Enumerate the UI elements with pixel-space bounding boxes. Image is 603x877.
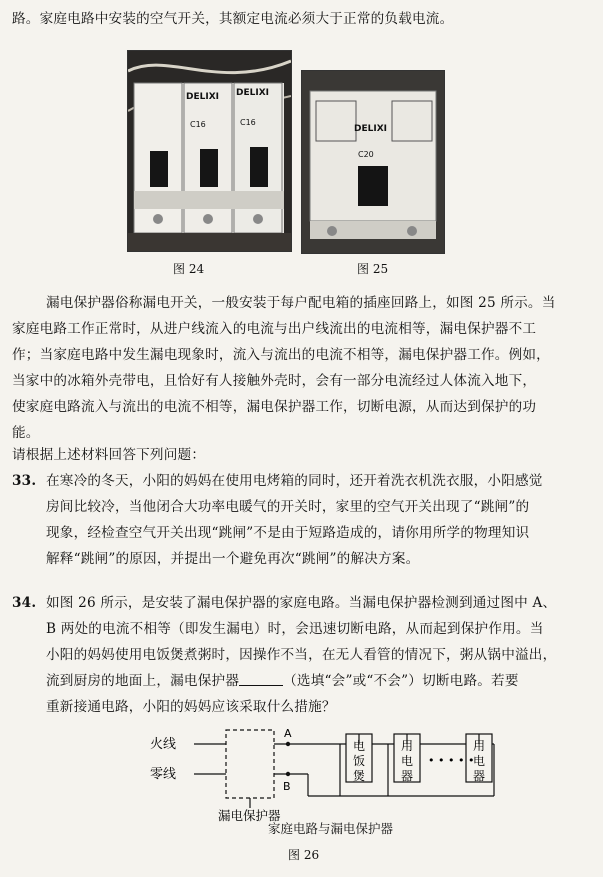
paragraph-line-5: 使家庭电路流入与流出的电流不相等，漏电保护器工作，切断电源，从而达到保护的功 <box>12 399 537 415</box>
q34-line-4 <box>46 668 519 694</box>
rice-cooker-char-1: 电 <box>353 739 366 753</box>
fig24-model-a: C16 <box>190 120 206 129</box>
live-wire-label: 火线 <box>150 737 177 752</box>
continuation-dots: • • • • • <box>428 754 475 767</box>
figure-24-caption: 图 24 <box>173 262 205 276</box>
leakage-protector-box <box>226 730 274 798</box>
paragraph-line-2: 家庭电路工作正常时，从进户线流入的电流与出户线流出的电流相等，漏电保护器不工 <box>12 321 537 337</box>
top-text: 路。家庭电路中安装的空气开关，其额定电流必须大于正常的负载电流。 <box>12 11 454 27</box>
appliance-1-char-1: 用 <box>401 739 414 753</box>
figure-26-caption: 图 26 <box>288 848 320 862</box>
paragraph-line-1: 漏电保护器俗称漏电开关，一般安装于每户配电箱的插座回路上，如图 25 所示。当 <box>46 295 556 311</box>
q34-line-3: 小阳的妈妈使用电饭煲煮粥时，因操作不当，在无人看管的情况下，粥从锅中溢出， <box>46 647 557 663</box>
figure-26-title: 家庭电路与漏电保护器 <box>268 821 394 836</box>
point-a-label: A <box>284 727 292 740</box>
protector-label: 漏电保护器 <box>218 808 281 823</box>
q33-line-4: 解释“跳闸”的原因，并提出一个避免再次“跳闸”的解决方案。 <box>46 551 420 567</box>
q33-line-1: 在寒冷的冬天，小阳的妈妈在使用电烤箱的同时，还开着洗衣机洗衣服，小阳感觉 <box>46 473 543 489</box>
rice-cooker-char-3: 煲 <box>353 769 366 783</box>
point-b-label: B <box>283 780 291 793</box>
appliance-1-char-2: 电 <box>401 754 414 768</box>
appliance-2-char-3: 器 <box>473 769 486 783</box>
figure-24-photo <box>127 50 292 252</box>
appliance-2-char-1: 用 <box>473 739 486 753</box>
q34-line-4-b: （选填“会”或“不会”）切断电路。若要 <box>283 673 519 689</box>
fig24-brand-a: DELIXI <box>186 92 219 102</box>
q34-line-5: 重新接通电路，小阳的妈妈应该采取什么措施？ <box>46 699 336 715</box>
instruction: 请根据上述材料回答下列问题： <box>12 447 206 463</box>
appliance-1-char-3: 器 <box>401 769 414 783</box>
paragraph-line-6: 能。 <box>12 425 40 441</box>
fig24-brand-b: DELIXI <box>236 88 269 98</box>
q33-line-2: 房间比较冷，当他闭合大功率电暖气的开关时，家里的空气开关出现了“跳闸”的 <box>46 499 530 515</box>
figure-25-caption: 图 25 <box>357 262 389 276</box>
paragraph-line-4: 当家中的冰箱外壳带电，且恰好有人接触外壳时，会有一部分电流经过人体流入地下， <box>12 373 537 389</box>
q34-number: 34. <box>12 595 37 611</box>
figure-25-photo <box>301 70 445 254</box>
answer-blank[interactable] <box>239 673 283 686</box>
q33-number: 33. <box>12 473 37 489</box>
fig25-model: C20 <box>358 150 374 159</box>
paragraph-line-3: 作；当家庭电路中发生漏电现象时，流入与流出的电流不相等，漏电保护器工作。例如， <box>12 347 550 363</box>
rice-cooker-char-2: 饭 <box>353 754 366 768</box>
neutral-wire-label: 零线 <box>150 767 177 782</box>
q34-line-1: 如图 26 所示，是安装了漏电保护器的家庭电路。当漏电保护器检测到通过图中 A、 <box>46 595 557 611</box>
q34-line-2: B 两处的电流不相等（即发生漏电）时，会迅速切断电路，从而起到保护作用。当 <box>46 621 544 637</box>
fig24-model-b: C16 <box>240 118 256 127</box>
appliance-2-char-2: 电 <box>473 754 486 768</box>
fig25-brand: DELIXI <box>354 124 387 134</box>
q33-line-3: 现象，经检查空气开关出现“跳闸”不是由于短路造成的，请你用所学的物理知识 <box>46 525 530 541</box>
q34-line-4-a: 流到厨房的地面上，漏电保护器 <box>46 673 240 689</box>
